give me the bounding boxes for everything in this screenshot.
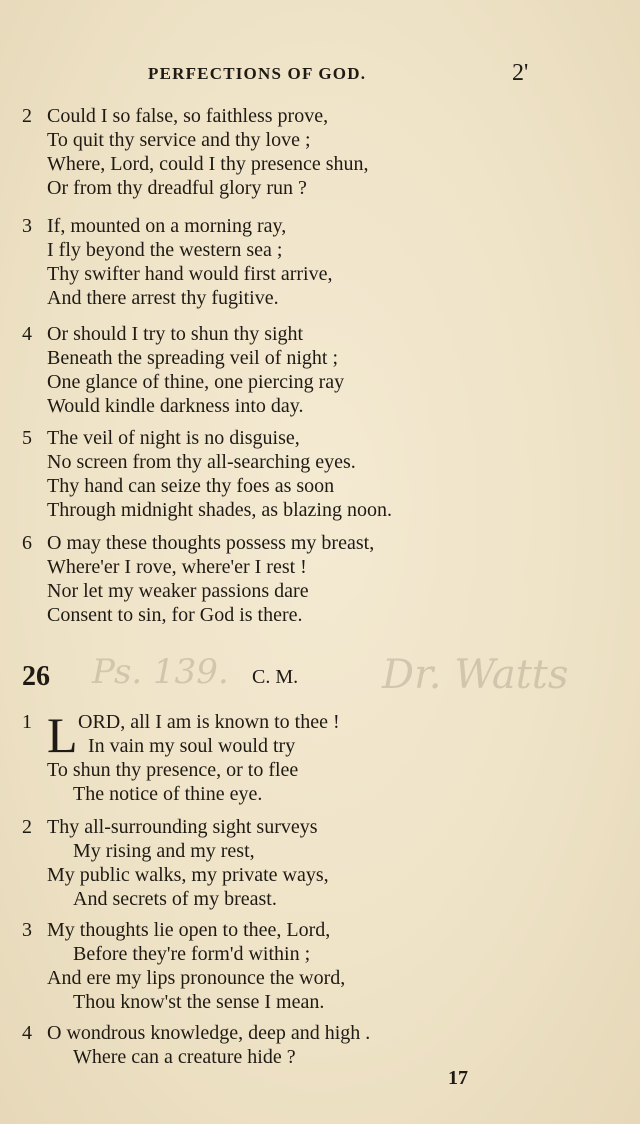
verse-bottom-1 — [22, 707, 622, 806]
verse-line: Thou know'st the sense I mean. — [73, 991, 325, 1013]
verse-number: 3 — [22, 215, 32, 237]
verse-line: Where'er I rove, where'er I rest ! — [47, 556, 307, 578]
verse-number: 4 — [22, 323, 32, 345]
drop-cap: L — [47, 707, 78, 763]
page-header — [0, 60, 640, 90]
verse-line: And there arrest thy fugitive. — [47, 287, 279, 309]
verse-line: ORD, all I am is known to thee ! — [78, 711, 340, 733]
verse-line: To quit thy service and thy love ; — [47, 129, 311, 151]
verse-line: Where can a creature hide ? — [73, 1046, 296, 1068]
verse-line: My rising and my rest, — [73, 840, 255, 862]
verse-line: O may these thoughts possess my breast, — [47, 532, 375, 554]
verse-line: The veil of night is no disguise, — [47, 427, 300, 449]
verse-top-2 — [22, 104, 622, 200]
running-title: PERFECTIONS OF GOD. — [148, 64, 367, 83]
verse-line: Thy all-surrounding sight surveys — [47, 816, 318, 838]
verse-line: Could I so false, so faithless prove, — [47, 105, 329, 127]
verse-bottom-4 — [22, 1021, 622, 1069]
hymn-number: 26 — [22, 661, 50, 692]
verse-line: Nor let my weaker passions dare — [47, 580, 309, 602]
verse-number: 2 — [22, 105, 32, 127]
verse-line: Or from thy dreadful glory run ? — [47, 177, 307, 199]
verse-line: And secrets of my breast. — [73, 888, 277, 910]
verse-line: If, mounted on a morning ray, — [47, 215, 287, 237]
handwritten-annotation: Ps. 139. — [92, 652, 229, 692]
verse-line: The notice of thine eye. — [73, 783, 263, 805]
verse-top-3 — [22, 214, 622, 310]
verse-number: 3 — [22, 919, 32, 941]
verse-number: 5 — [22, 427, 32, 449]
verse-line: One glance of thine, one piercing ray — [47, 371, 345, 393]
verse-line: Where, Lord, could I thy presence shun, — [47, 153, 369, 175]
hymn-meter: C. M. — [252, 666, 299, 688]
verse-line: I fly beyond the western sea ; — [47, 239, 283, 261]
verse-number: 4 — [22, 1022, 32, 1044]
verse-line: Thy swifter hand would first arrive, — [47, 263, 333, 285]
verse-top-5 — [22, 426, 622, 522]
page-number-bottom: 17 — [448, 1067, 468, 1089]
verse-line: Thy hand can seize thy foes as soon — [47, 475, 335, 497]
verse-line: No screen from thy all-searching eyes. — [47, 451, 356, 473]
verse-line: Before they're form'd within ; — [73, 943, 311, 965]
verse-number: 2 — [22, 816, 32, 838]
page-number-top: 2' — [512, 60, 529, 86]
verse-line: O wondrous knowledge, deep and high . — [47, 1022, 371, 1044]
verse-line: And ere my lips pronounce the word, — [47, 967, 346, 989]
verse-bottom-3 — [22, 918, 622, 1014]
verse-top-4 — [22, 322, 622, 418]
verse-line: Or should I try to shun thy sight — [47, 323, 304, 345]
verse-line: Would kindle darkness into day. — [47, 395, 304, 417]
verse-line: Beneath the spreading veil of night ; — [47, 347, 339, 369]
handwritten-annotation: Dr. Watts — [382, 652, 569, 698]
verse-bottom-2 — [22, 815, 622, 911]
hymn-heading — [22, 652, 622, 698]
verse-line: Through midnight shades, as blazing noon. — [47, 499, 392, 521]
verse-top-6 — [22, 531, 622, 627]
verse-line: Consent to sin, for God is there. — [47, 604, 303, 626]
verse-line: My public walks, my private ways, — [47, 864, 329, 886]
verse-number: 1 — [22, 711, 32, 733]
verse-line: In vain my soul would try — [88, 735, 296, 757]
verse-line: To shun thy presence, or to flee — [47, 759, 299, 781]
verse-number: 6 — [22, 532, 32, 554]
verse-line: My thoughts lie open to thee, Lord, — [47, 919, 331, 941]
